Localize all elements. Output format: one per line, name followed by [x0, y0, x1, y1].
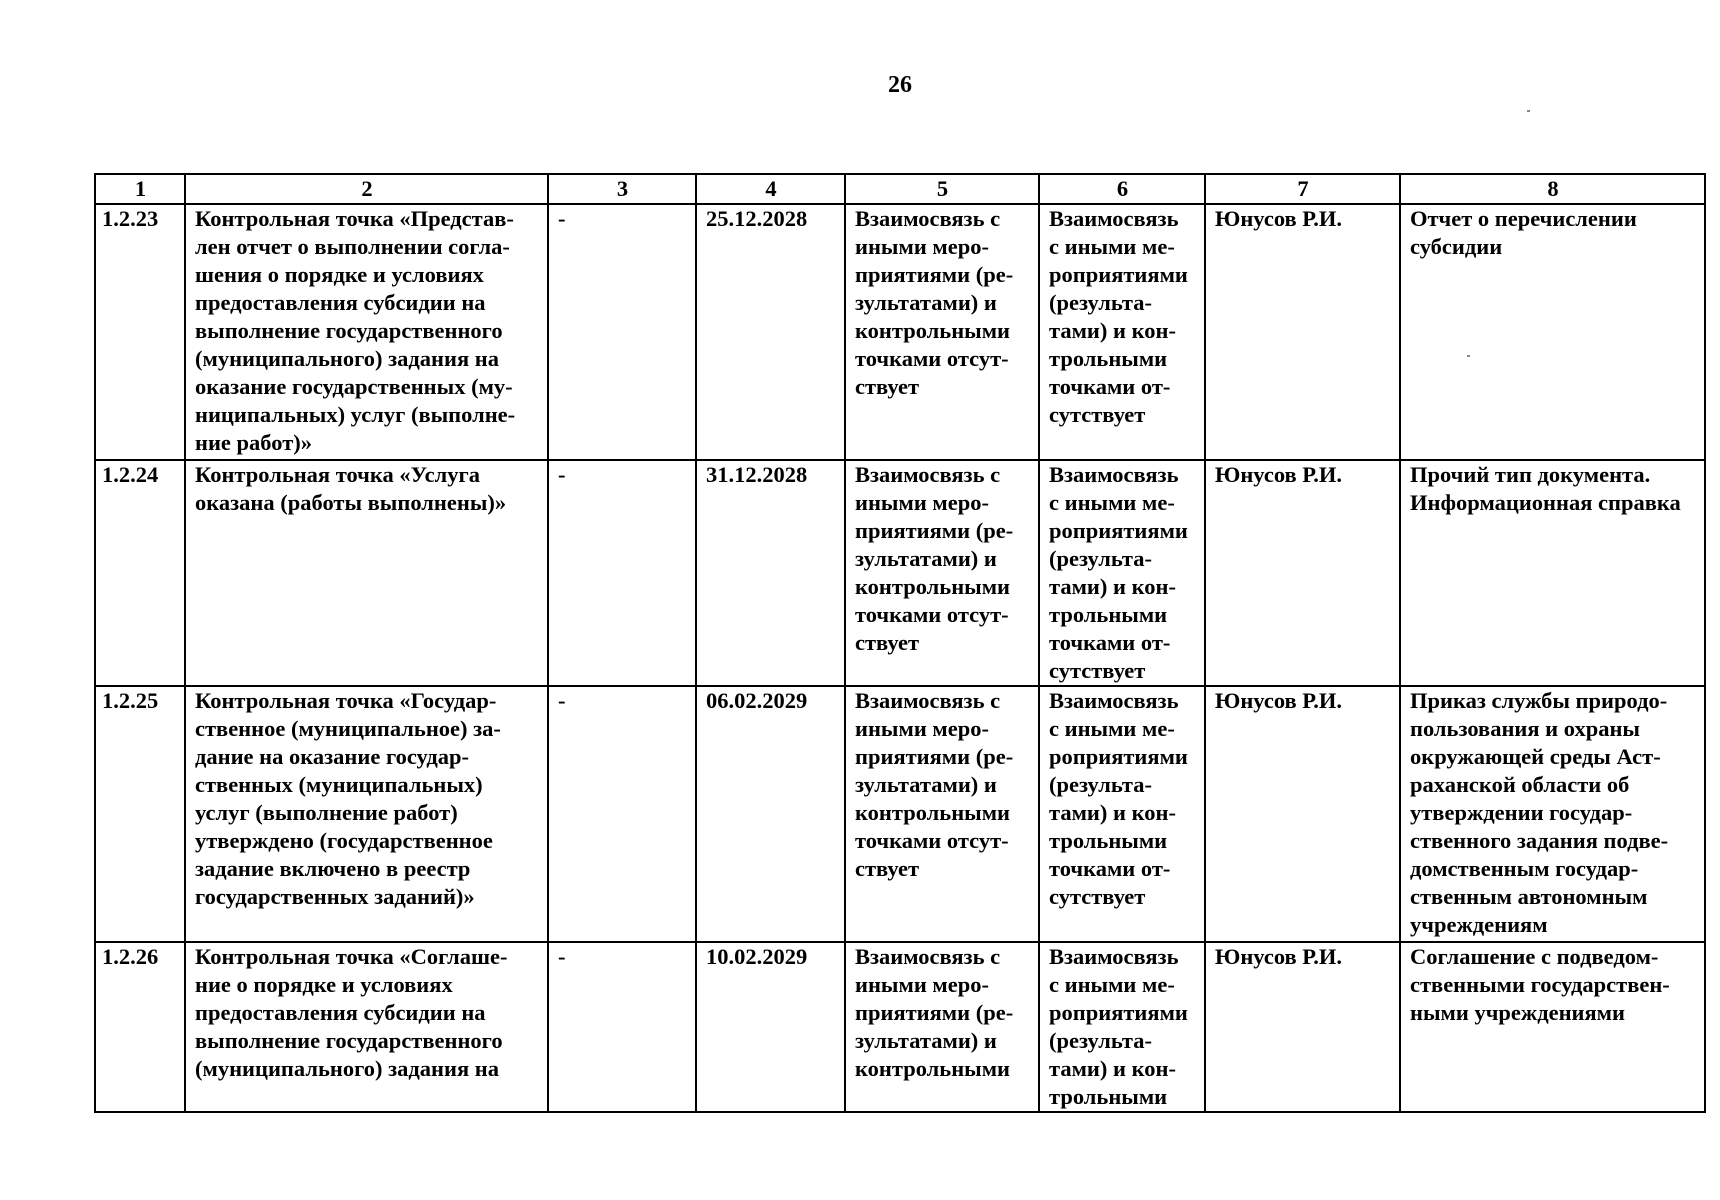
- column-header-4: 4: [696, 174, 845, 204]
- column-header-3: 3: [548, 174, 696, 204]
- table-row: [95, 460, 1705, 686]
- table-row: [95, 686, 1705, 942]
- column-5-cell: Взаимосвязь с иными меро- приятиями (ре- зультатами) и контрольными: [845, 942, 1039, 1112]
- column-header-5: 5: [845, 174, 1039, 204]
- responsible-cell: Юнусов Р.И.: [1205, 942, 1400, 1112]
- column-6-cell: Взаимосвязь с иными ме- роприятиями (результа- тами) и кон- трольными точками от- сутствует: [1039, 204, 1205, 460]
- page-number: 26: [888, 72, 912, 98]
- scan-speck: [1467, 355, 1470, 357]
- date-cell: 25.12.2028: [696, 204, 845, 460]
- scan-speck: [1527, 110, 1530, 112]
- column-3-cell: -: [548, 942, 696, 1112]
- column-header-8: 8: [1400, 174, 1705, 204]
- date-cell: 31.12.2028: [696, 460, 845, 686]
- column-6-cell: Взаимосвязь с иными ме- роприятиями (результа- тами) и кон- трольными: [1039, 942, 1205, 1112]
- row-number-cell: 1.2.23: [95, 204, 185, 460]
- date-cell: 10.02.2029: [696, 942, 845, 1112]
- document-cell: Соглашение с подведом- ственными государствен- ными учреждениями: [1400, 942, 1705, 1112]
- column-5-cell: Взаимосвязь с иными меро- приятиями (ре- зультатами) и контрольными точками отсут- ствует: [845, 460, 1039, 686]
- table-row: [95, 204, 1705, 460]
- document-cell: Прочий тип документа. Информационная справка: [1400, 460, 1705, 686]
- column-header-1: 1: [95, 174, 185, 204]
- responsible-cell: Юнусов Р.И.: [1205, 686, 1400, 942]
- column-6-cell: Взаимосвязь с иными ме- роприятиями (результа- тами) и кон- трольными точками от- сутствует: [1039, 686, 1205, 942]
- description-cell: Контрольная точка «Соглаше- ние о порядке и условиях предоставления субсидии на выполнение государственного (муниципального) задания на: [185, 942, 548, 1112]
- document-cell: Приказ службы природо- пользования и охраны окружающей среды Аст- раханской области об утверждении государ- ственного задания подве- домственным государ- ственным автономным учреждениям: [1400, 686, 1705, 942]
- row-number-cell: 1.2.25: [95, 686, 185, 942]
- column-5-cell: Взаимосвязь с иными меро- приятиями (ре- зультатами) и контрольными точками отсут- ствует: [845, 686, 1039, 942]
- column-5-cell: Взаимосвязь с иными меро- приятиями (ре- зультатами) и контрольными точками отсут- ствует: [845, 204, 1039, 460]
- column-number-row: [95, 174, 1705, 204]
- column-6-cell: Взаимосвязь с иными ме- роприятиями (результа- тами) и кон- трольными точками от- сутствует: [1039, 460, 1205, 686]
- control-points-table: [94, 173, 1706, 1113]
- responsible-cell: Юнусов Р.И.: [1205, 460, 1400, 686]
- document-cell: Отчет о перечислении субсидии: [1400, 204, 1705, 460]
- table-row: [95, 942, 1705, 1112]
- column-3-cell: -: [548, 460, 696, 686]
- column-3-cell: -: [548, 204, 696, 460]
- column-header-7: 7: [1205, 174, 1400, 204]
- row-number-cell: 1.2.26: [95, 942, 185, 1112]
- column-3-cell: -: [548, 686, 696, 942]
- responsible-cell: Юнусов Р.И.: [1205, 204, 1400, 460]
- description-cell: Контрольная точка «Государ- ственное (муниципальное) за- дание на оказание государ- ственных (муниципальных) услуг (выполнение работ) утверждено (государственное задание включено в реестр государственных заданий)»: [185, 686, 548, 942]
- date-cell: 06.02.2029: [696, 686, 845, 942]
- description-cell: Контрольная точка «Услуга оказана (работы выполнены)»: [185, 460, 548, 686]
- column-header-6: 6: [1039, 174, 1205, 204]
- description-cell: Контрольная точка «Представ- лен отчет о выполнении согла- шения о порядке и условиях предоставления субсидии на выполнение государственного (муниципального) задания на оказание государственных (му- ниципальных) услуг (выполне- ние работ)»: [185, 204, 548, 460]
- column-header-2: 2: [185, 174, 548, 204]
- row-number-cell: 1.2.24: [95, 460, 185, 686]
